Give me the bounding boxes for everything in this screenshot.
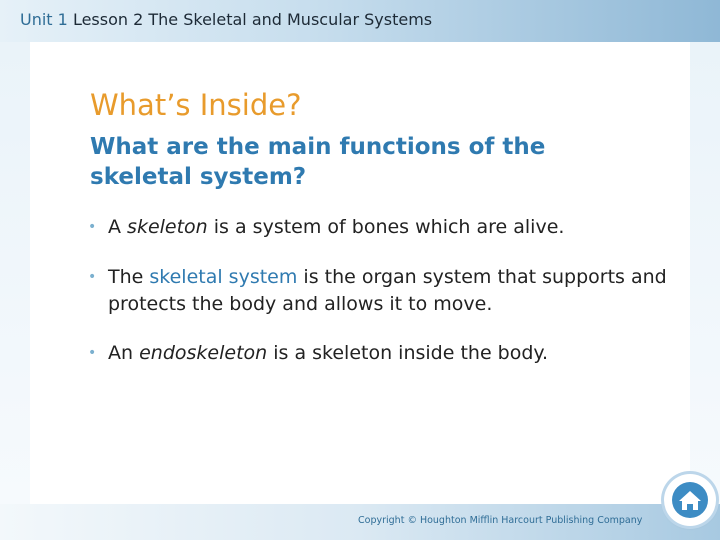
- header-unit: Unit 1: [20, 10, 68, 29]
- copyright-text: Copyright © Houghton Mifflin Harcourt Publishing Company: [358, 515, 643, 526]
- bullet-dot-icon: •: [88, 219, 97, 235]
- slide-title: What’s Inside?: [90, 88, 302, 122]
- header-bar: [0, 0, 720, 42]
- bullet-text-post: is the organ system that supports and protects the body and allows it to move.: [108, 266, 667, 315]
- bullet-list: [88, 214, 668, 367]
- bullet-text-pre: An: [108, 342, 140, 364]
- home-button[interactable]: [664, 474, 716, 526]
- bullet-highlight-term: skeletal system: [149, 266, 298, 288]
- bullet-term: endoskeleton: [139, 342, 268, 364]
- bullet-dot-icon: •: [88, 345, 97, 361]
- bullet-item: [88, 340, 668, 367]
- bullet-text-pre: A: [108, 216, 128, 238]
- bullet-term: skeleton: [127, 216, 208, 238]
- left-decor-band: [0, 42, 30, 504]
- bullet-dot-icon: •: [88, 269, 97, 285]
- bullet-text-pre: The: [108, 266, 150, 288]
- right-decor-band: [690, 42, 720, 504]
- home-icon: [671, 481, 709, 519]
- slide-subtitle: What are the main functions of the skeletal system?: [90, 134, 546, 190]
- header-lesson: Lesson 2: [72, 10, 144, 29]
- bullet-text-post: is a skeleton inside the body.: [267, 342, 548, 364]
- header-lesson-title: The Skeletal and Muscular Systems: [148, 10, 433, 29]
- bullet-item: [88, 214, 668, 241]
- bullet-text-post: is a system of bones which are alive.: [207, 216, 565, 238]
- header-breadcrumb: [20, 10, 432, 29]
- bullet-item: [88, 264, 668, 318]
